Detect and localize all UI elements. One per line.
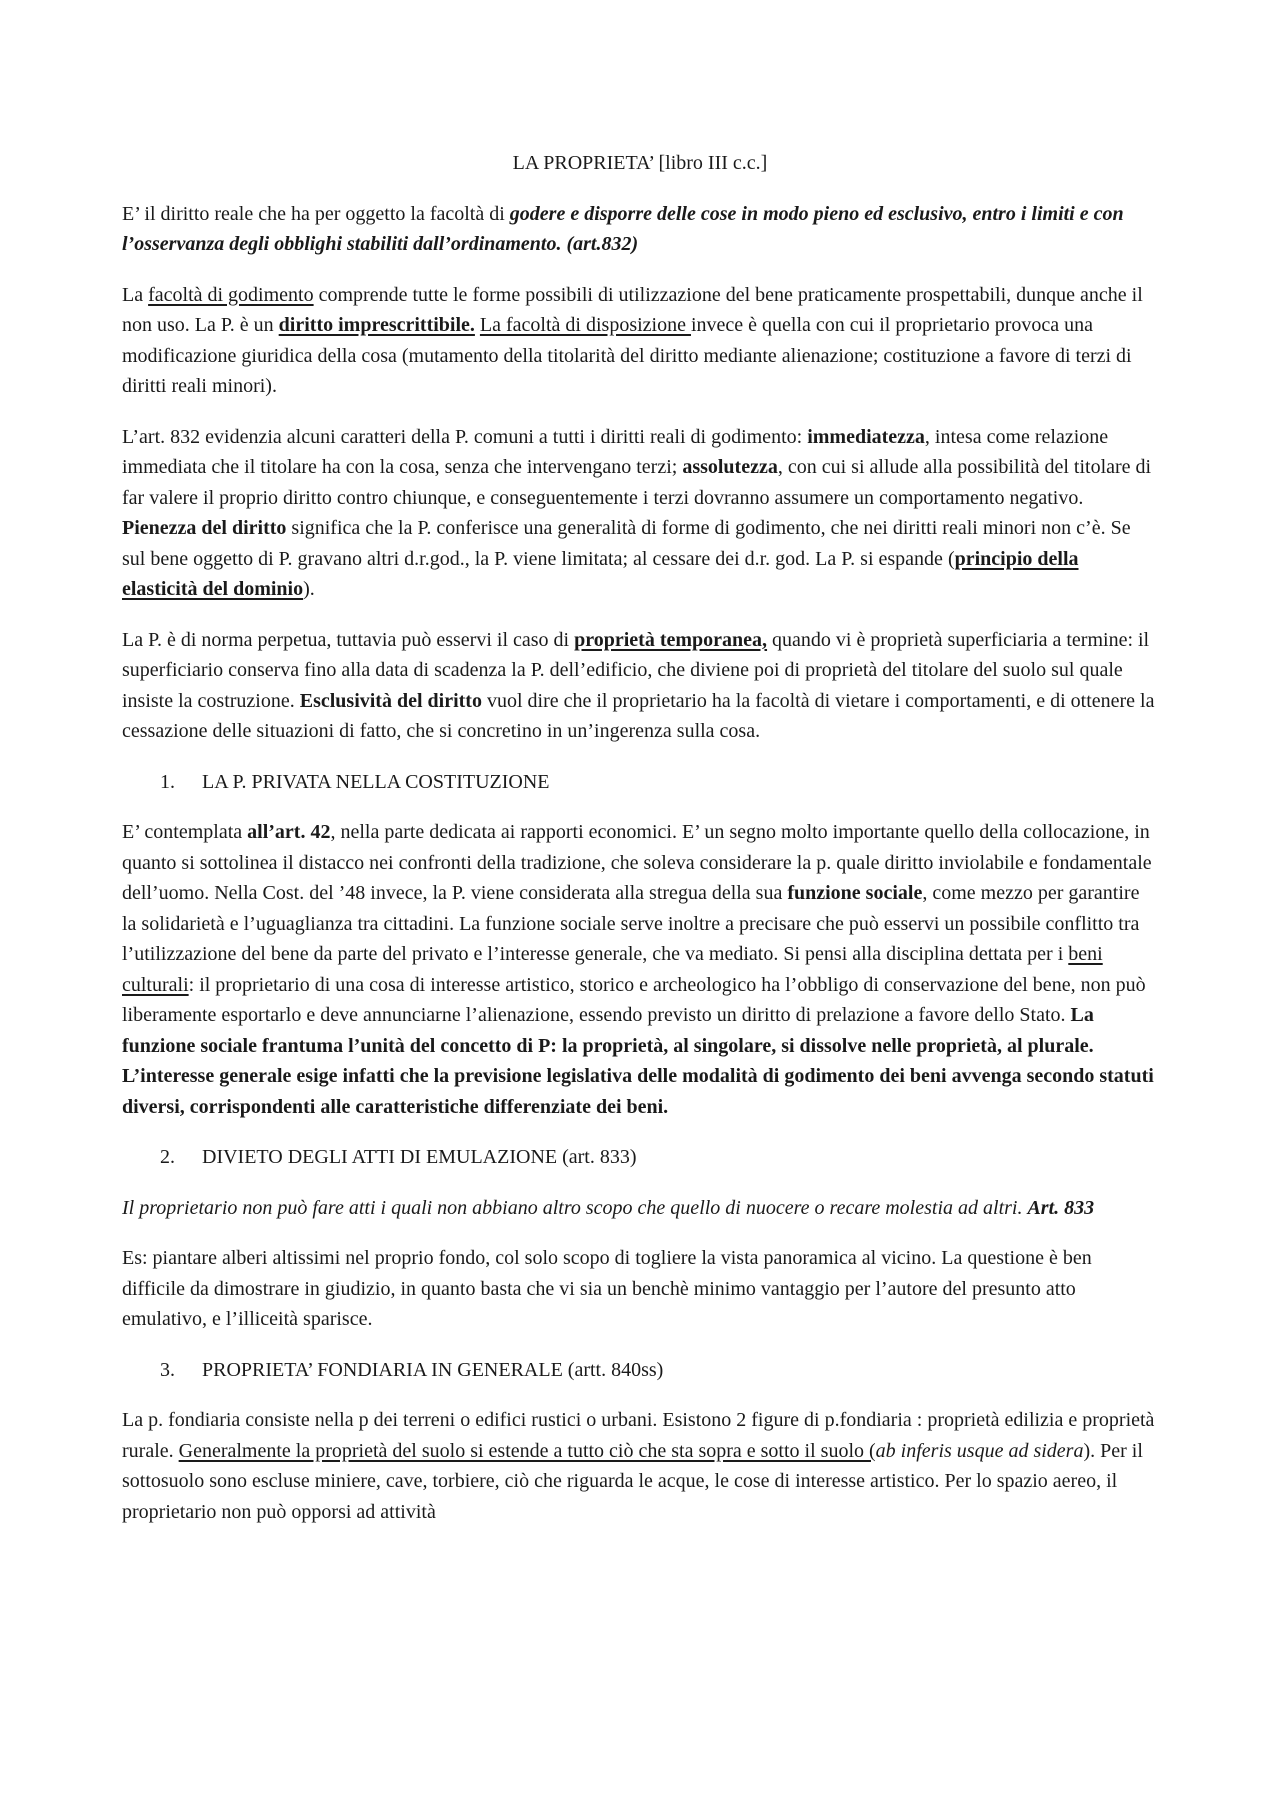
bold-term: Pienezza del diritto: [122, 517, 287, 539]
paragraph-definition: [122, 199, 1158, 260]
text: significa che la P. conferisce una generalità di forme di godimento, che nei diritti reali minori non c’è. Se sul bene oggetto di P. gravano altri d.r.god., la P. viene limitata; al cessare dei d.r. god. La P. si espande (: [122, 517, 1131, 570]
heading-number: 3.: [160, 1358, 175, 1381]
underlined-term: facoltà di godimento: [148, 283, 314, 306]
heading-text: PROPRIETA’ FONDIARIA IN GENERALE (artt. 840ss): [202, 1358, 664, 1381]
text: vuol dire che il proprietario ha la facoltà di vietare i comportamenti, e di ottenere la cessazione delle situazioni di fatto, che si concretino in un’ingerenza sulla cosa.: [122, 689, 1155, 742]
text: E’ il diritto reale che ha per oggetto la facoltà di: [122, 202, 510, 225]
bold-term: immediatezza: [807, 425, 925, 448]
text: , intesa come relazione immediata che il titolare ha con la cosa, senza che intervengano terzi;: [122, 425, 1109, 478]
paragraph-caratteri: [122, 422, 1158, 605]
bold-passage: La funzione sociale frantuma l’unità del concetto di P: la proprietà, al singolare, si dissolve nelle proprietà, al plurale. L’interesse generale esige infatti che la previsione legislativa delle modalità di godimento dei beni avvenga secondo statuti diversi, corrispondenti alle caratteristiche differenziate dei beni.: [122, 1004, 1154, 1118]
section-heading-2: [122, 1142, 1158, 1173]
section-heading-3: [122, 1355, 1158, 1386]
article-reference: Art. 833: [1027, 1196, 1095, 1219]
text: , come mezzo per garantire la solidarietà e l’uguaglianza tra cittadini. La funzione sociale serve inoltre a precisare che può esservi un possibile conflitto tra l’utilizzazione del bene da parte del privato e l’interesse generale, che va mediato. Si pensi alla disciplina dettata per i: [122, 882, 1140, 965]
paragraph-esempio: [122, 1243, 1158, 1335]
text: , nella parte dedicata ai rapporti economici. E’ un segno molto importante quello della collocazione, in quanto si sottolinea il distacco nei confronti della tradizione, che soleva considerare la p. quale diritto inviolabile e fondamentale dell’uomo. Nella Cost. del ’48 invece, la P. viene considerata alla stregua della sua: [122, 821, 1152, 904]
text: La P. è di norma perpetua, tuttavia può esservi il caso di: [122, 628, 575, 651]
text: , con cui si allude alla possibilità del titolare di far valere il proprio diritto contro chiunque, e conseguentemente i terzi dovranno assumere un comportamento negativo.: [122, 456, 1152, 509]
heading-number: 1.: [160, 770, 175, 793]
text: E’ contemplata: [122, 821, 248, 843]
paragraph-perpetua: [122, 625, 1158, 747]
section-heading-1: [122, 767, 1158, 798]
text: : il proprietario di una cosa di interesse artistico, storico e archeologico ha l’obbligo di conservazione del bene, non può liberamente esportarlo e deve annunciarne l’alienazione, essendo previsto un diritto di prelazione a favore dello Stato.: [122, 973, 1146, 1026]
bold-term: Esclusività del diritto: [299, 689, 482, 712]
paragraph-fondiaria: [122, 1405, 1158, 1527]
paragraph-art833: [122, 1193, 1158, 1224]
bold-term: funzione sociale: [787, 882, 923, 904]
paragraph-costituzione: [122, 817, 1158, 1122]
text: ).: [303, 578, 315, 600]
heading-number: 2.: [160, 1146, 175, 1168]
bold-term: all’art. 42: [247, 821, 331, 843]
text: La: [122, 283, 149, 306]
bold-underlined-term: proprietà temporanea,: [574, 628, 768, 651]
bold-underlined-term: principio della elasticità del dominio: [122, 547, 1079, 600]
text: Es: piantare alberi altissimi nel proprio fondo, col solo scopo di togliere la vista panoramica al vicino. La questione è ben difficile da dimostrare in giudizio, in quanto basta che vi sia un benchè minimo vantaggio per l’autore del presunto atto emulativo, e l’illiceità sparisce.: [122, 1247, 1092, 1330]
italic-text: ab inferis usque ad sidera: [875, 1439, 1084, 1462]
page-title: LA PROPRIETA’ [libro III c.c.]: [512, 152, 768, 174]
paragraph-godimento: [122, 280, 1158, 402]
underlined-term: La facoltà di disposizione: [479, 314, 691, 336]
text: L’art. 832 evidenzia alcuni caratteri della P. comuni a tutti i diritti reali di godimento:: [122, 425, 808, 448]
emphasis-definition: godere e disporre delle cose in modo pieno ed esclusivo, entro i limiti e con l’osservanza degli obblighi stabiliti dall’ordinamento. (art.832): [122, 202, 1124, 255]
text: ). Per il sottosuolo sono escluse miniere, cave, torbiere, ciò che riguarda le acque, le cose di interesse artistico. Per lo spazio aereo, il proprietario non può opporsi ad attività: [122, 1439, 1143, 1523]
italic-text: Il proprietario non può fare atti i quali non abbiano altro scopo che quello di nuocere o recare molestia ad altri.: [122, 1196, 1028, 1219]
bold-underlined-term: diritto imprescrittibile.: [278, 314, 475, 336]
text: quando vi è proprietà superficiaria a termine: il superficiario conserva fino alla data di scadenza la P. dell’edificio, che diviene poi di proprietà del titolare del suolo sul quale insiste la costruzione.: [122, 628, 1150, 712]
underlined-term: beni culturali: [122, 943, 1103, 996]
underlined-passage: Generalmente la proprietà del suolo si estende a tutto ciò che sta sopra e sotto il suolo (: [178, 1439, 876, 1462]
heading-text: LA P. PRIVATA NELLA COSTITUZIONE: [202, 770, 550, 793]
heading-text: DIVIETO DEGLI ATTI DI EMULAZIONE (art. 833): [202, 1146, 637, 1168]
text: invece è quella con cui il proprietario provoca una modificazione giuridica della cosa (mutamento della titolarità del diritto mediante alienazione; costituzione a favore di terzi di diritti reali minori).: [122, 314, 1132, 397]
text: comprende tutte le forme possibili di utilizzazione del bene praticamente prospettabili, dunque anche il non uso. La P. è un: [122, 283, 1143, 336]
bold-term: assolutezza: [682, 456, 778, 478]
text: La p. fondiaria consiste nella p dei terreni o edifici rustici o urbani. Esistono 2 figure di p.fondiaria : proprietà edilizia e proprietà rurale.: [122, 1409, 1155, 1462]
